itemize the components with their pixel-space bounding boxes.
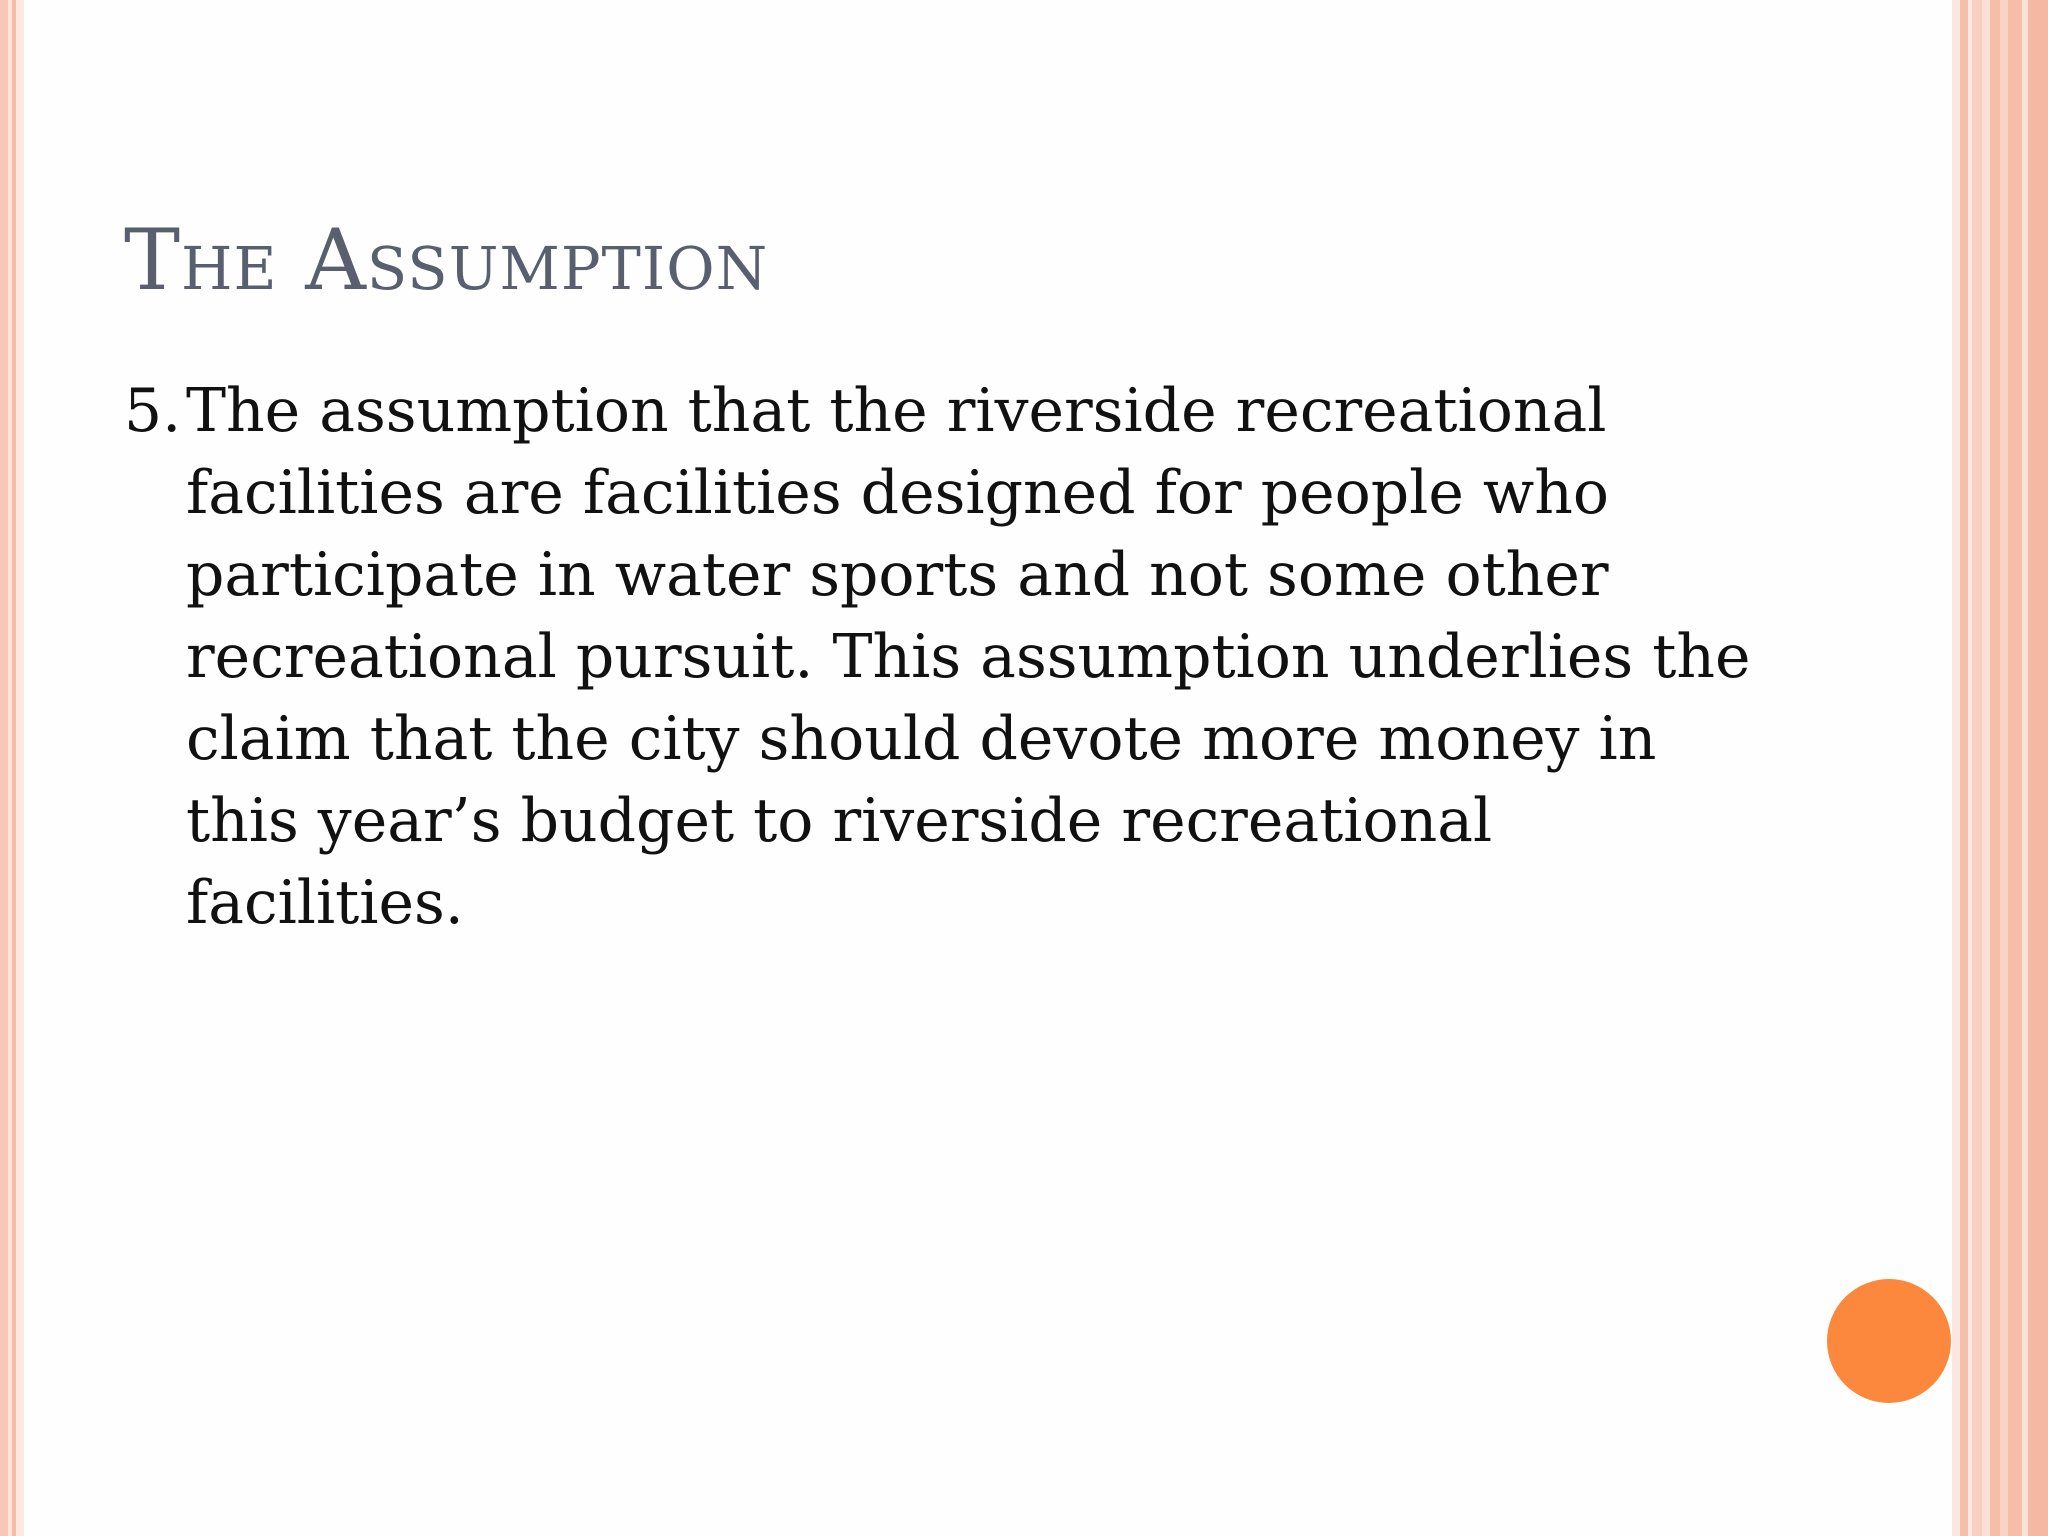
- list-item-number: 5.: [124, 376, 182, 446]
- orange-circle-decoration: [1827, 1279, 1951, 1403]
- left-decorative-border: [0, 0, 24, 1536]
- right-decorative-border: [1952, 0, 2048, 1536]
- list-item: [124, 370, 1764, 944]
- list-item-text: The assumption that the riverside recreational facilities are facilities designed for people who participate in water sports and not some other recreational pursuit. This assumption underlies the claim that the city should devote more money in this year’s budget to riverside recreational facilities.: [186, 376, 1751, 938]
- slide-title: The Assumption: [124, 211, 769, 309]
- body-list: [124, 370, 1764, 944]
